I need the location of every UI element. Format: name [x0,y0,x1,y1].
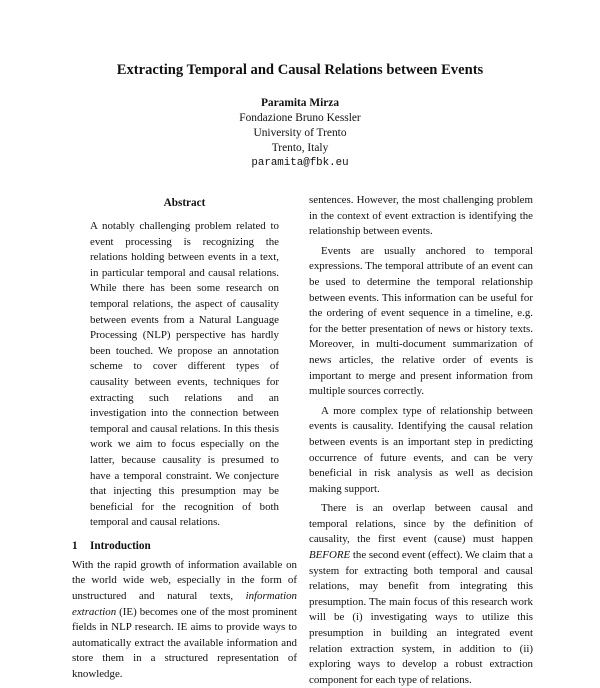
author-affiliation: Fondazione Bruno Kessler [239,112,361,124]
author-name: Paramita Mirza [260,97,340,109]
p3-text-end: the second event (effect). We claim that a system for extracting both temporal and causal relations, may benefit from integrating this presumption. The main focus of this research work will be (i) investigating ways to utilize this presumption in building an integrated event relation extraction system, in addition to (ii) exploring ways to develop a robust extraction component for each type of relations. [309,549,534,686]
right-paragraph-2: A more complex type of relationship between events is causality. Identifying the causal relation between events is an important step in predicting occurrence of future events, and can be very beneficial in risk analysis as well as decision making support. [309,404,533,495]
author-location: Trento, Italy [271,142,329,154]
left-column [72,196,297,683]
author-block [0,96,600,171]
author-university: University of Trento [253,127,347,139]
abstract-heading: Abstract [163,197,206,209]
p3-text-start: There is an overlap between causal and temporal relations, since by the definition of causality, the first event (cause) must happen [309,502,533,546]
right-column [309,193,533,688]
abstract-text: A notably challenging problem related to event processing is recognizing the relations holding between events in a text, in particular temporal and causal relations. While there has been some research on temporal relations, the aspect of causality between events from a Natural Language Processing (NLP) perspective has hardly been touched. We propose an annotation scheme to cover different types of causality between events, techniques for extracting such relations and an investigation into the connection between temporal and causal relations. In this thesis work we aim to focus especially on the latter, because causality is presumed to have a temporal constraint. We conjecture that injecting this presumption may be beneficial for the recognition of both temporal and causal relations. [90,220,279,529]
intro-text-start: With the rapid growth of information available on the world wide web, especially in the form of unstructured and natural texts, [72,558,297,603]
right-paragraph-0: sentences. However, the most challenging problem in the context of event extraction is identifying the relationship between events. [309,194,533,238]
intro-paragraph [72,558,297,683]
author-email: paramita@fbk.eu [251,157,349,169]
right-paragraph-1: Events are usually anchored to temporal expressions. The temporal attribute of an event can be used to determine the temporal relationship between events. This information can be useful for the ordering of event sequence in a timeline, e.g. for the better presentation of news or history texts. Moreover, in multi-document summarization of news articles, the relative order of events is important to merge and present information from multiple sources correctly. [309,244,533,398]
paper-title: Extracting Temporal and Causal Relations between Events [116,62,484,78]
section-title: Introduction [90,539,151,552]
intro-text-end: (IE) becomes one of the most prominent fields in NLP research. IE aims to provide ways to automatically extract the available information and store them in a structured representation of knowledge. [72,605,297,681]
section-number: 1 [72,539,78,552]
p3-emphasis: BEFORE [309,549,351,562]
right-paragraph-3 [309,501,533,688]
section-heading-introduction [72,539,297,554]
intro-term: information extraction [72,590,297,618]
